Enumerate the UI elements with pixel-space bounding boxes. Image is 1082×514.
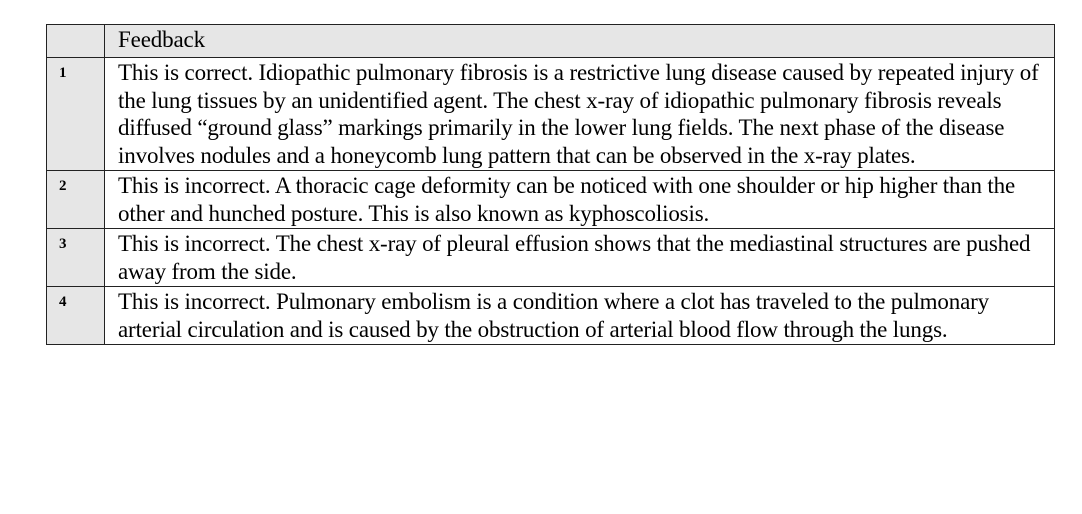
table-header-row — [47, 25, 1055, 58]
header-feedback-label: Feedback — [105, 25, 1055, 58]
row-feedback-text: This is incorrect. The chest x-ray of pleural effusion shows that the mediastinal structures are pushed away from the side. — [105, 229, 1055, 287]
feedback-table — [46, 24, 1055, 345]
row-number: 1 — [47, 58, 105, 171]
table-row — [47, 229, 1055, 287]
row-feedback-text: This is correct. Idiopathic pulmonary fibrosis is a restrictive lung disease caused by repeated injury of the lung tissues by an unidentified agent. The chest x-ray of idiopathic pulmonary fibrosis reveals diffused “ground glass” markings primarily in the lower lung fields. The next phase of the disease involves nodules and a honeycomb lung pattern that can be observed in the x-ray plates. — [105, 58, 1055, 171]
row-number: 2 — [47, 171, 105, 229]
header-number-cell — [47, 25, 105, 58]
row-feedback-text: This is incorrect. Pulmonary embolism is a condition where a clot has traveled to the pulmonary arterial circulation and is caused by the obstruction of arterial blood flow through the lungs. — [105, 287, 1055, 345]
table-row — [47, 287, 1055, 345]
table-row — [47, 171, 1055, 229]
table-row — [47, 58, 1055, 171]
row-feedback-text: This is incorrect. A thoracic cage deformity can be noticed with one shoulder or hip higher than the other and hunched posture. This is also known as kyphoscoliosis. — [105, 171, 1055, 229]
row-number: 4 — [47, 287, 105, 345]
row-number: 3 — [47, 229, 105, 287]
